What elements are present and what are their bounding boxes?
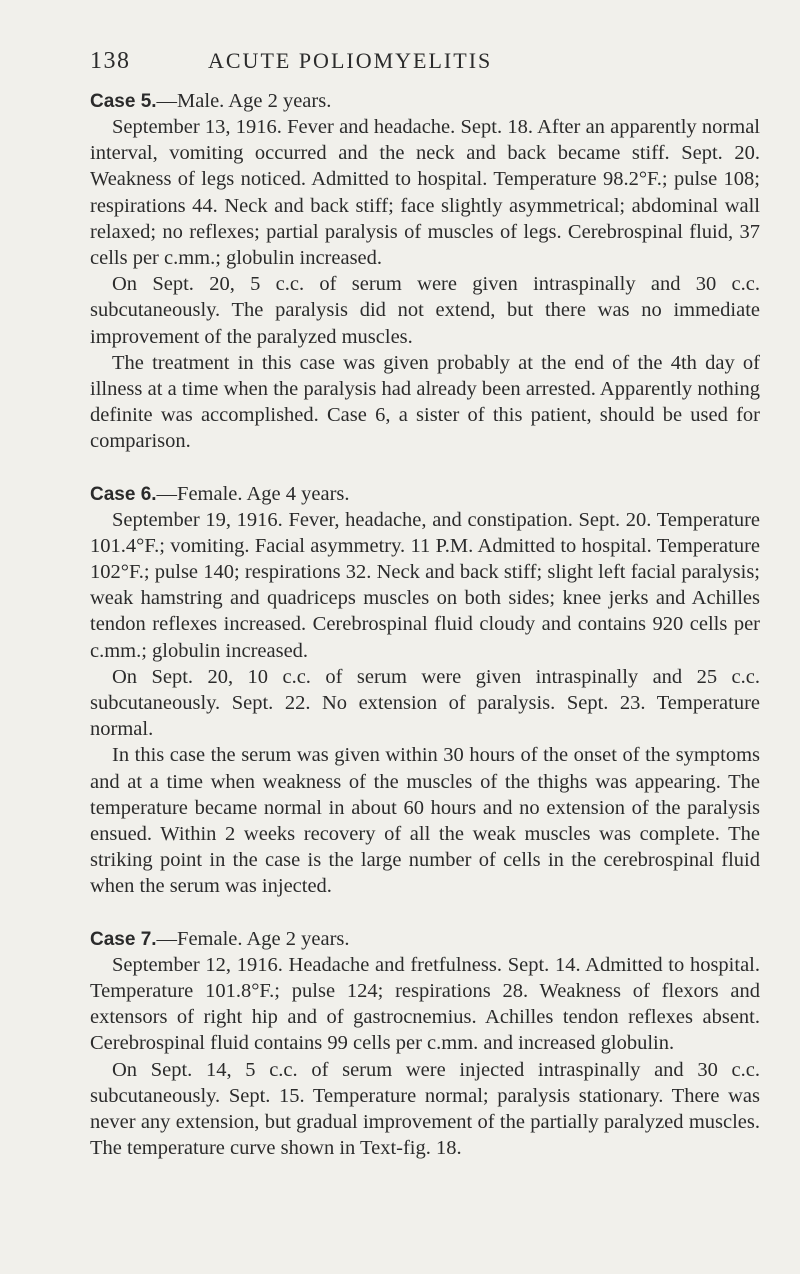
case-6 <box>90 481 760 900</box>
paragraph: September 19, 1916. Fever, headache, and constipation. Sept. 20. Temperature 101.4°F.; vomiting. Facial asymmetry. 11 P.M. Admitted to hospital. Temperature 102°F.; pulse 140; respirations 32. Neck and back stiff; slight left facial paralysis; weak hamstring and quadriceps muscles on both sides; knee jerks and Achilles tendon reflexes increased. Cerebrospinal fluid cloudy and contains 920 cells per c.mm.; globulin increased. <box>90 508 760 662</box>
case-label: Case 7. <box>90 928 157 950</box>
page-number: 138 <box>90 48 131 74</box>
paragraph: In this case the serum was given within 30 hours of the onset of the symptoms and at a time when weakness of the muscles of the thighs was appearing. The temperature became normal in about 60 hours and no extension of the paralysis ensued. Within 2 weeks recovery of all the weak muscles was complete. The striking point in the case is the large number of cells in the cerebrospinal fluid when the serum was injected. <box>90 744 760 898</box>
paragraph: On Sept. 20, 10 c.c. of serum were given intraspinally and 25 c.c. subcutaneously. Sept. 22. No extension of paralysis. Sept. 23. Temperature normal. <box>90 665 760 741</box>
case-heading <box>90 481 760 507</box>
paragraph: September 13, 1916. Fever and headache. Sept. 18. After an apparently normal interval, vomiting occurred and the neck and back became stiff. Sept. 20. Weakness of legs noticed. Admitted to hospital. Temperature 98.2°F.; pulse 108; respirations 44. Neck and back stiff; face slightly asymmetrical; abdominal wall relaxed; no reflexes; partial paralysis of muscles of legs. Cerebrospinal fluid, 37 cells per c.mm.; globulin increased. <box>90 116 760 270</box>
case-label: Case 5. <box>90 91 157 112</box>
book-page <box>90 48 760 1161</box>
case-heading <box>90 926 760 952</box>
paragraph: On Sept. 14, 5 c.c. of serum were injected intraspinally and 30 c.c. subcutaneously. Sept. 15. Temperature normal; paralysis stationary. There was never any extension, but gradual improvement of the partially paralyzed muscles. The temperature curve shown in Text-fig. 18. <box>90 1058 760 1160</box>
running-head <box>90 48 760 88</box>
case-intro: —Male. Age 2 years. <box>156 90 332 112</box>
case-7 <box>90 926 760 1162</box>
running-title: ACUTE POLIOMYELITIS <box>208 48 493 73</box>
paragraph: On Sept. 20, 5 c.c. of serum were given intraspinally and 30 c.c. subcutaneously. The paralysis did not extend, but there was no immediate improvement of the paralyzed muscles. <box>90 273 760 348</box>
case-5 <box>90 88 760 455</box>
paragraph: September 12, 1916. Headache and fretfulness. Sept. 14. Admitted to hospital. Temperature 101.8°F.; pulse 124; respirations 28. Weakness of flexors and extensors of right hip and of gastrocnemius. Achilles tendon reflexes absent. Cerebrospinal fluid contains 99 cells per c.mm. and increased globulin. <box>90 953 760 1055</box>
case-label: Case 6. <box>90 483 157 505</box>
case-intro: —Female. Age 2 years. <box>156 927 350 950</box>
case-intro: —Female. Age 4 years. <box>156 482 350 505</box>
paragraph: The treatment in this case was given probably at the end of the 4th day of illness at a time when the paralysis had already been arrested. Apparently nothing definite was accomplished. Case 6, a sister of this patient, should be used for comparison. <box>90 351 760 453</box>
case-heading <box>90 88 760 114</box>
